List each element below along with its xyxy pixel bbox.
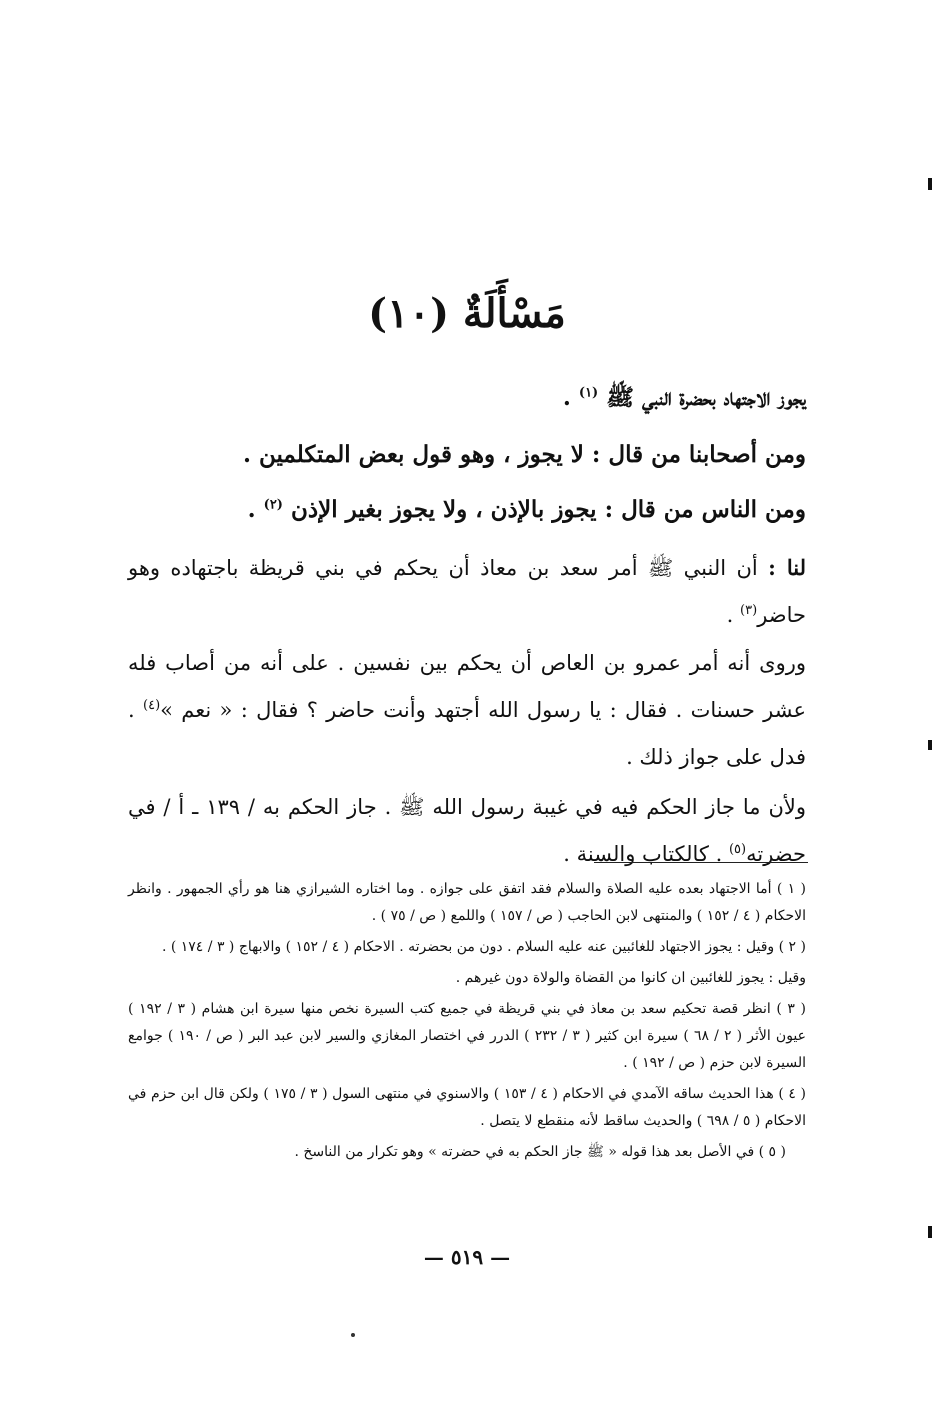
- footnote-ref-5: (٥): [728, 842, 747, 857]
- footnote-ref-2: (٢): [263, 497, 283, 513]
- footnote-4: ( ٤ ) هذا الحديث ساقه الآمدي في الاحكام ( ٤ / ١٥٣ ) والاسنوي في منتهى السول ( ٣ / ١٧٥ ) ولكن قال ابن حزم في الاحكام ( ٥ / ٦٩٨ ) والحديث ساقط لأنه منقطع لا يتصل .: [128, 1086, 806, 1129]
- footnote-1: ( ١ ) أما الاجتهاد بعده عليه الصلاة والسلام فقد اتفق على جوازه . وما اختاره الشيرازي هنا هو رأي الجمهور . وانظر الاحكام ( ٤ / ١٥٢ ) والمنتهى لابن الحاجب ( ص / ١٥٧ ) واللمع ( ص / ٧٥ ) .: [128, 881, 806, 924]
- scan-edge-mark-top: [928, 178, 932, 190]
- argument-lead: لنا :: [768, 555, 806, 580]
- ruling-text-3: ومن الناس من قال : يجوز بالإذن ، ولا يجوز بغير الإذن: [290, 496, 806, 523]
- footnotes: [128, 876, 806, 1170]
- argument-end-1: .: [726, 603, 734, 627]
- footnote-ref-4: (٤): [143, 698, 161, 713]
- argument-text-2: وروى أنه أمر عمرو بن العاص أن يحكم بين نفسين . على أنه من أصاب فله عشر حسنات . فقال : يا رسول الله أجتهد وأنت حاضر ؟ فقال : « نعم »: [128, 651, 806, 722]
- footnote-5: ( ٥ ) في الأصل بعد هذا قوله « ﷺ جاز الحكم به في حضرته » وهو تكرار من الناسخ .: [294, 1144, 786, 1160]
- footnote-ref-3: (٣): [740, 603, 758, 618]
- ruling-line-3: [120, 492, 806, 528]
- scan-edge-mark-bottom: [928, 1226, 932, 1238]
- scan-speck: [351, 1333, 355, 1337]
- ruling-text-1: يجوز الاجتهاد بحضرة النبي ﷺ: [606, 384, 806, 411]
- footnote-separator: [594, 862, 808, 863]
- ruling-line-1: [120, 380, 806, 416]
- argument-paragraph-3: [128, 784, 806, 878]
- page-number: — ٥١٩ —: [423, 1245, 511, 1269]
- argument-end-3: . كالكتاب والسنة .: [563, 842, 723, 866]
- ruling-end-1: .: [562, 384, 571, 411]
- argument-end-2: . فدل على جواز ذلك .: [128, 698, 806, 769]
- argument-paragraph-1: [128, 544, 806, 639]
- argument-text-3: ولأن ما جاز الحكم فيه في غيبة رسول الله ﷺ . جاز الحكم به / ١٣٩ ـ أ / في حضرته: [128, 795, 806, 866]
- issue-heading: مَسْأَلَةٌ (١٠): [368, 290, 566, 337]
- footnote-ref-1: (١): [578, 385, 599, 401]
- argument-text-1: أن النبي ﷺ أمر سعد بن معاذ أن يحكم في بني قريظة باجتهاده وهو حاضر: [128, 556, 806, 627]
- argument-paragraph-2: [128, 640, 806, 781]
- ruling-end-3: .: [247, 496, 256, 523]
- footnote-2: ( ٢ ) وقيل : يجوز الاجتهاد للغائبين عنه عليه السلام . دون من بحضرته . الاحكام ( ٤ / ١٥٢ ) والابهاج ( ٣ / ١٧٤ ) .: [161, 939, 806, 955]
- footnote-2-continued: وقيل : يجوز للغائبين ان كانوا من القضاة والولاة دون غيرهم .: [455, 970, 806, 986]
- footnote-3: ( ٣ ) انظر قصة تحكيم سعد بن معاذ في بني قريظة في جميع كتب السيرة نخص منها سيرة ابن هشام ( ٣ / ١٩٢ ) عيون الأثر ( ٢ / ٦٨ ) سيرة ابن كثير ( ٣ / ٢٣٢ ) الدرر في اختصار المغازي والسير لابن عبد البر ( ص / ١٩٠ ) جوامع السيرة لابن حزم ( ص / ١٩٢ ) .: [128, 1001, 807, 1071]
- ruling-line-2: ومن أصحابنا من قال : لا يجوز ، وهو قول بعض المتكلمين .: [242, 441, 806, 468]
- scan-edge-mark-middle: [928, 740, 932, 750]
